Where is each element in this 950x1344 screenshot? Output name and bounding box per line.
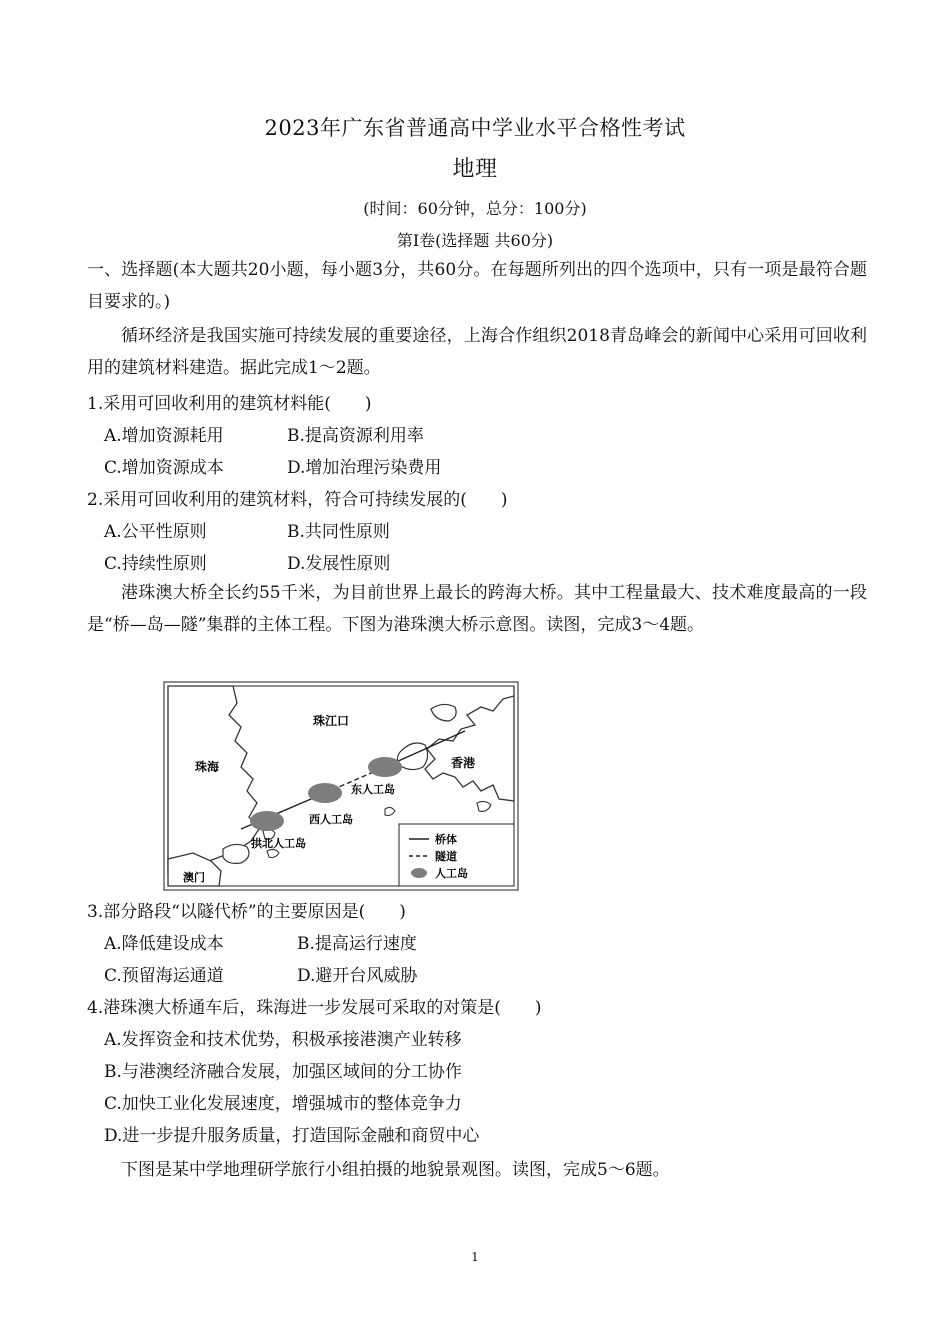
q2-option-d: D.发展性原则 — [287, 554, 391, 574]
label-estuary: 珠江口 — [313, 714, 350, 728]
q4-option-c: C.加快工业化发展速度，增强城市的整体竞争力 — [104, 1094, 462, 1114]
question-1-stem: 1.采用可回收利用的建筑材料能( ) — [87, 394, 372, 414]
q4-option-a: A.发挥资金和技术优势，积极承接港澳产业转移 — [104, 1030, 462, 1050]
legend-island-label: 人工岛 — [435, 868, 468, 880]
q1-option-b: B.提高资源利用率 — [287, 426, 424, 446]
legend-bridge-label: 桥体 — [435, 834, 457, 846]
map-legend — [399, 824, 514, 886]
q3-option-c: C.预留海运通道 — [104, 966, 224, 986]
passage-1: 循环经济是我国实施可持续发展的重要途径，上海合作组织2018青岛峰会的新闻中心采用可回收利用的建筑材料建造。据此完成1～2题。 — [87, 326, 867, 378]
label-hongkong: 香港 — [451, 756, 476, 770]
page-number: 1 — [471, 1250, 479, 1264]
q4-option-b: B.与港澳经济融合发展，加强区域间的分工协作 — [104, 1062, 462, 1082]
exam-subject: 地理 — [452, 157, 498, 182]
question-4-stem: 4.港珠澳大桥通车后，珠海进一步发展可采取的对策是( ) — [87, 998, 542, 1018]
q3-option-d: D.避开台风威胁 — [297, 966, 418, 986]
label-east-island: 东人工岛 — [351, 784, 395, 796]
exam-info: (时间：60分钟，总分：100分) — [363, 199, 587, 218]
q2-option-a: A.公平性原则 — [104, 522, 207, 542]
question-2-stem: 2.采用可回收利用的建筑材料，符合可持续发展的( ) — [87, 490, 508, 510]
q1-option-d: D.增加治理污染费用 — [287, 458, 442, 478]
instructions: 一、选择题(本大题共20小题，每小题3分，共60分。在每题所列出的四个选项中，只有一项是最符合题目要求的。) — [87, 260, 867, 312]
west-artificial-island — [308, 783, 342, 803]
q3-option-b: B.提高运行速度 — [297, 934, 417, 954]
passage-2: 港珠澳大桥全长约55千米，为目前世界上最长的跨海大桥。其中工程量最大、技术难度最高的一段是“桥—岛—隧”集群的主体工程。下图为港珠澳大桥示意图。读图，完成3～4题。 — [87, 583, 867, 635]
east-artificial-island — [368, 757, 402, 777]
q4-option-d: D.进一步提升服务质量，打造国际金融和商贸中心 — [104, 1126, 480, 1146]
q2-option-b: B.共同性原则 — [287, 522, 390, 542]
exam-title: 2023年广东省普通高中学业水平合格性考试 — [264, 116, 686, 140]
q2-option-c: C.持续性原则 — [104, 554, 207, 574]
section-heading: 第Ⅰ卷(选择题 共60分) — [396, 231, 554, 250]
legend-tunnel-label: 隧道 — [435, 851, 457, 863]
label-macau: 澳门 — [183, 872, 205, 884]
q3-option-a: A.降低建设成本 — [104, 934, 224, 954]
bridge-map — [163, 681, 519, 891]
q1-option-a: A.增加资源耗用 — [104, 426, 224, 446]
q1-option-c: C.增加资源成本 — [104, 458, 224, 478]
gongbei-artificial-island — [250, 811, 284, 831]
question-3-stem: 3.部分路段“以隧代桥”的主要原因是( ) — [87, 902, 406, 922]
label-zhuhai: 珠海 — [195, 760, 220, 774]
label-gongbei-island: 拱北人工岛 — [251, 838, 306, 850]
label-west-island: 西人工岛 — [309, 814, 353, 826]
passage-3: 下图是某中学地理研学旅行小组拍摄的地貌景观图。读图，完成5～6题。 — [121, 1160, 670, 1180]
